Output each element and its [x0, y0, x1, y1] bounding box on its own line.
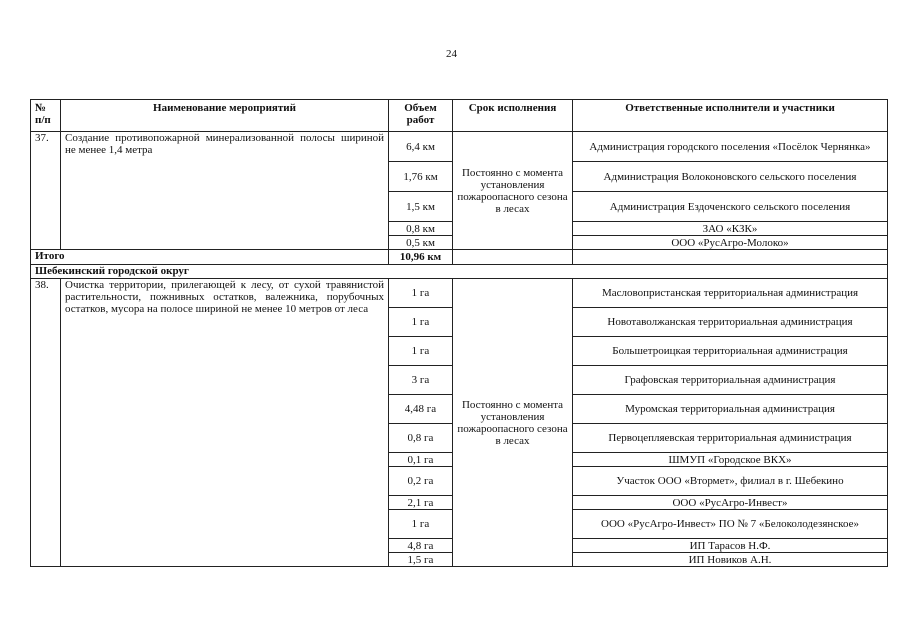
header-responsible: Ответственные исполнители и участники — [573, 100, 888, 132]
measure-name: Очистка территории, прилегающей к лесу, от сухой травянистой растительности, пожнивных остатков, валежника, порубочных остатков, мусора на полосе шириной не менее 10 метров от леса — [61, 279, 389, 567]
total-row — [31, 250, 888, 265]
page-number: 24 — [446, 48, 457, 60]
header-term: Срок исполнения — [453, 100, 573, 132]
responsible-cell: ИП Тарасов Н.Ф. — [573, 539, 888, 553]
responsible-cell: Большетроицкая территориальная администрация — [573, 337, 888, 366]
empty-cell — [453, 250, 573, 265]
responsible-cell: ООО «РусАгро-Инвест» ПО № 7 «Белоколодезянское» — [573, 510, 888, 539]
responsible-cell: ООО «РусАгро-Молоко» — [573, 236, 888, 250]
responsible-cell: Администрация городского поселения «Посёлок Чернянка» — [573, 132, 888, 162]
volume-cell: 1 га — [389, 308, 453, 337]
volume-cell: 2,1 га — [389, 496, 453, 510]
responsible-cell: ООО «РусАгро-Инвест» — [573, 496, 888, 510]
responsible-cell: ИП Новиков А.Н. — [573, 553, 888, 567]
term-cell: Постоянно с момента установления пожароопасного сезона в лесах — [453, 279, 573, 567]
responsible-cell: Первоцепляевская территориальная администрация — [573, 424, 888, 453]
total-label: Итого — [31, 250, 389, 265]
responsible-cell: Администрация Волоконовского сельского поселения — [573, 162, 888, 192]
volume-cell: 4,48 га — [389, 395, 453, 424]
volume-cell: 1,76 км — [389, 162, 453, 192]
table-header-row — [31, 100, 888, 132]
header-name: Наименование мероприятий — [61, 100, 389, 132]
header-num: № п/п — [31, 100, 61, 132]
header-volume: Объем работ — [389, 100, 453, 132]
table-row — [31, 132, 888, 162]
responsible-cell: Масловопристанская территориальная администрация — [573, 279, 888, 308]
responsible-cell: Графовская территориальная администрация — [573, 366, 888, 395]
volume-cell: 1 га — [389, 337, 453, 366]
measure-name: Создание противопожарной минерализованной полосы шириной не менее 1,4 метра — [61, 132, 389, 250]
volume-cell: 0,1 га — [389, 453, 453, 467]
volume-cell: 3 га — [389, 366, 453, 395]
responsible-cell: ЗАО «КЗК» — [573, 222, 888, 236]
row-number: 37. — [31, 132, 61, 250]
volume-cell: 1,5 км — [389, 192, 453, 222]
total-volume: 10,96 км — [389, 250, 453, 265]
responsible-cell: Участок ООО «Втормет», филиал в г. Шебекино — [573, 467, 888, 496]
volume-cell: 0,8 га — [389, 424, 453, 453]
volume-cell: 0,5 км — [389, 236, 453, 250]
row-number: 38. — [31, 279, 61, 567]
responsible-cell: Новотаволжанская территориальная администрация — [573, 308, 888, 337]
responsible-cell: ШМУП «Городское ВКХ» — [573, 453, 888, 467]
section-title: Шебекинский городской округ — [31, 265, 888, 279]
empty-cell — [573, 250, 888, 265]
section-row — [31, 265, 888, 279]
table-row — [31, 279, 888, 308]
responsible-cell: Администрация Ездоченского сельского поселения — [573, 192, 888, 222]
volume-cell: 4,8 га — [389, 539, 453, 553]
volume-cell: 6,4 км — [389, 132, 453, 162]
volume-cell: 1,5 га — [389, 553, 453, 567]
measures-table — [30, 99, 888, 567]
volume-cell: 0,8 км — [389, 222, 453, 236]
term-cell: Постоянно с момента установления пожароопасного сезона в лесах — [453, 132, 573, 250]
volume-cell: 0,2 га — [389, 467, 453, 496]
responsible-cell: Муромская территориальная администрация — [573, 395, 888, 424]
volume-cell: 1 га — [389, 510, 453, 539]
volume-cell: 1 га — [389, 279, 453, 308]
